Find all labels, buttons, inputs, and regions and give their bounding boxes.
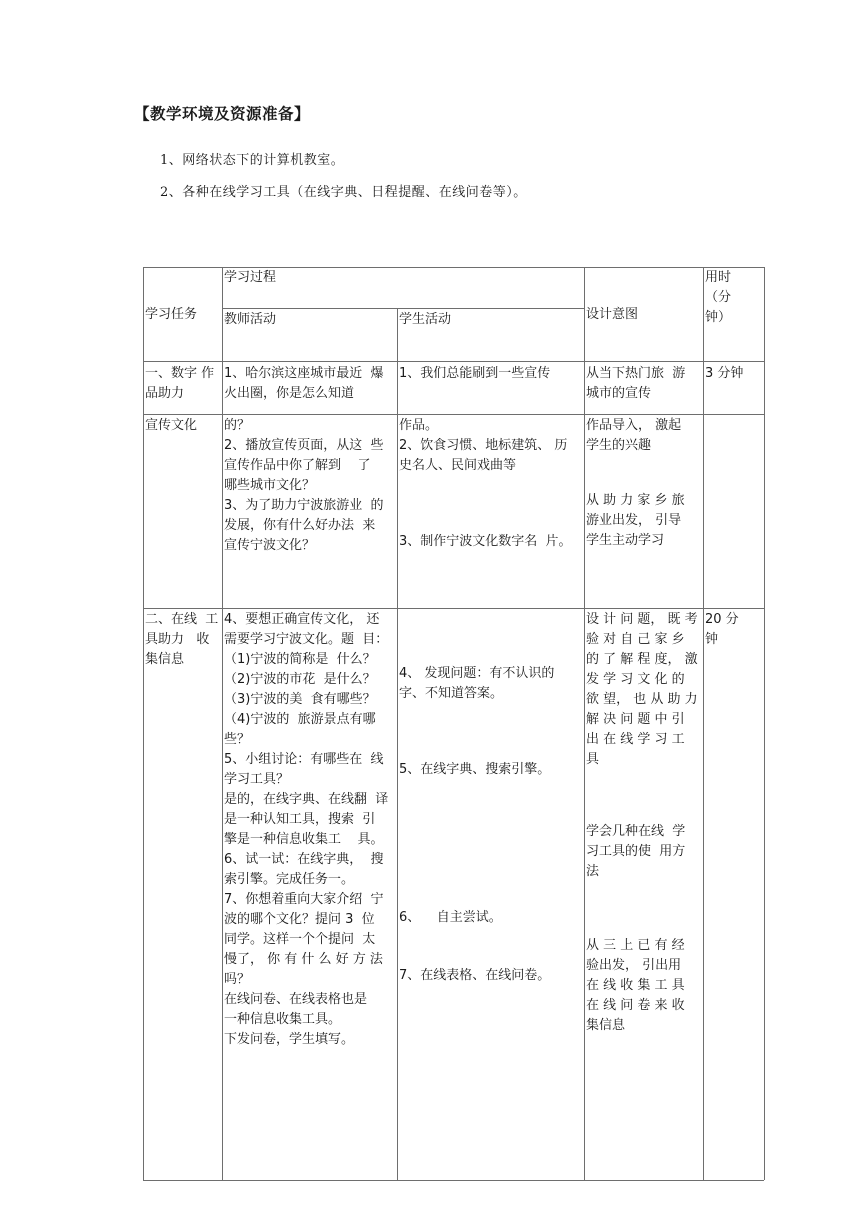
col-border-right <box>764 267 765 1180</box>
row2-teacher: （3)宁波的美 食有哪些？ <box>224 692 376 707</box>
row1-cont-teacher: 宣传作品中你了解到 了 <box>224 458 371 473</box>
header-student: 学生活动 <box>399 312 452 327</box>
row1-cont-teacher: 宣传宁波文化？ <box>224 538 316 553</box>
row2-teacher: 下发问卷，学生填写。 <box>224 1032 355 1047</box>
row2-teacher: 同学。这样一个个提问 太 <box>224 932 376 947</box>
row2-teacher: 擎是一种信息收集工 具。 <box>224 832 384 847</box>
header-time: 用时 <box>705 270 732 285</box>
process-subheader-rule <box>222 308 584 309</box>
row1-cont-intent: 作品导入， 激起 <box>586 418 682 433</box>
row2-intent: 的 了 解 程 度， 激 <box>586 652 698 667</box>
row2-teacher: 波的哪个文化？提问 3 位 <box>224 912 375 927</box>
row2-student: 字、不知道答案。 <box>399 686 504 701</box>
row1-teacher: 1、哈尔滨这座城市最近 爆 <box>224 366 384 381</box>
row1-cont-teacher: 哪些城市文化？ <box>224 478 316 493</box>
header-task: 学习任务 <box>145 307 198 322</box>
row2-intent: 解 决 问 题 中 引 <box>586 712 685 727</box>
row1-cont-intent: 学生主动学习 <box>586 533 665 548</box>
row2-teacher: 是一种认知工具，搜索 引 <box>224 812 376 827</box>
row1-teacher: 火出圈，你是怎么知道 <box>224 386 355 401</box>
row2-top-rule <box>143 608 764 609</box>
row2-task: 二、在线 工 <box>145 612 219 627</box>
header-bottom-rule <box>143 361 764 362</box>
row2-student: 6、 自主尝试。 <box>399 910 502 925</box>
row2-student: 7、在线表格、在线问卷。 <box>399 968 551 983</box>
header-intent: 设计意图 <box>586 307 639 322</box>
row1-intent: 从当下热门旅 游 <box>586 366 686 381</box>
col-border-teacher <box>397 308 398 1180</box>
col-border-task <box>222 267 223 1180</box>
resource-item-2: 2、各种在线学习工具（在线字典、日程提醒、在线问卷等）。 <box>160 185 527 200</box>
resource-item-1: 1、网络状态下的计算机教室。 <box>160 153 345 168</box>
row2-teacher: （4)宁波的 旅游景点有哪 <box>224 712 376 727</box>
row2-teacher: 是的，在线字典、在线翻 译 <box>224 792 389 807</box>
row2-teacher: 一种信息收集工具。 <box>224 1012 342 1027</box>
row2-teacher: 4、要想正确宣传文化， 还 <box>224 612 380 627</box>
row1-cont-teacher: 3、为了助力宁波旅游业 的 <box>224 498 384 513</box>
row1-student: 1、我们总能刷到一些宣传 <box>399 366 551 381</box>
row1-cont-intent: 从 助 力 家 乡 旅 <box>586 493 685 508</box>
row2-intent: 验 对 自 己 家 乡 <box>586 632 685 647</box>
row2-intent: 习工具的使 用方 <box>586 844 686 859</box>
row2-teacher: 在线问卷、在线表格也是 <box>224 992 368 1007</box>
row2-intent: 设 计 问 题， 既 考 <box>586 612 698 627</box>
row2-student: 4、 发现问题：有不认识的 <box>399 666 555 681</box>
table-bottom-border <box>143 1180 764 1181</box>
row2-student: 5、在线字典、搜索引擎。 <box>399 762 551 777</box>
row1-cont-intent: 游业出发， 引导 <box>586 513 682 528</box>
row2-intent: 发 学 习 文 化 的 <box>586 672 685 687</box>
row1-cont-teacher: 的？ <box>224 418 251 433</box>
row1-cont-teacher: 发展，你有什么好办法 来 <box>224 518 376 533</box>
row2-time: 钟 <box>705 632 719 647</box>
row1-intent: 城市的宣传 <box>586 386 652 401</box>
row2-intent: 在 线 收 集 工 具 <box>586 978 685 993</box>
row2-teacher: 6、试一试：在线字典， 搜 <box>224 852 384 867</box>
row2-teacher: （1)宁波的简称是 什么？ <box>224 652 376 667</box>
row2-task: 具助力 收 <box>145 632 210 647</box>
row2-intent: 具 <box>586 752 600 767</box>
row1-time: 3 分钟 <box>705 366 744 381</box>
row2-teacher: 5、小组讨论：有哪些在 线 <box>224 752 384 767</box>
row2-teacher: 索引擎。完成任务一。 <box>224 872 355 887</box>
row2-time: 20 分 <box>705 612 739 627</box>
row2-teacher: 慢了， 你 有 什 么 好 方 法 <box>224 952 383 967</box>
header-time: 钟） <box>705 310 732 325</box>
row1-cont-teacher: 2、播放宣传页面，从这 些 <box>224 438 384 453</box>
row2-intent: 集信息 <box>586 1018 626 1033</box>
row2-teacher: （2)宁波的市花 是什么？ <box>224 672 376 687</box>
row1-cont-student: 3、制作宁波文化数字名 片。 <box>399 534 572 549</box>
row2-teacher: 7、你想着重向大家介绍 宁 <box>224 892 384 907</box>
row2-teacher: 需要学习宁波文化。题 目： <box>224 632 389 647</box>
col-border-intent <box>703 267 704 1180</box>
row1-cont-student: 史名人、民间戏曲等 <box>399 458 517 473</box>
row2-intent: 学会几种在线 学 <box>586 824 686 839</box>
row2-intent: 出 在 线 学 习 工 <box>586 732 685 747</box>
row2-intent: 法 <box>586 864 600 879</box>
row2-intent: 从 三 上 已 有 经 <box>586 938 685 953</box>
row2-teacher: 学习工具？ <box>224 772 290 787</box>
header-teacher: 教师活动 <box>224 312 277 327</box>
row1-task: 品助力 <box>145 386 185 401</box>
row1-cont-task: 宣传文化 <box>145 418 198 433</box>
row2-teacher: 吗？ <box>224 972 251 987</box>
row2-intent: 在 线 问 卷 来 收 <box>586 998 685 1013</box>
row2-intent: 验出发， 引出用 <box>586 958 682 973</box>
row2-intent: 欲 望， 也 从 助 力 <box>586 692 698 707</box>
row1-cont-student: 2、饮食习惯、地标建筑、 历 <box>399 438 568 453</box>
row1-cont-intent: 学生的兴趣 <box>586 438 652 453</box>
row1-cont-student: 作品。 <box>399 418 439 433</box>
col-border-student <box>584 267 585 1180</box>
row1-page-break-rule <box>143 414 764 415</box>
col-border-left <box>143 267 144 1180</box>
row2-task: 集信息 <box>145 652 185 667</box>
header-process: 学习过程 <box>224 270 277 285</box>
section-heading: 【教学环境及资源准备】 <box>134 105 311 123</box>
row2-teacher: 些？ <box>224 732 251 747</box>
header-time: （分 <box>705 290 732 305</box>
row1-task: 一、数字 作 <box>145 366 215 381</box>
